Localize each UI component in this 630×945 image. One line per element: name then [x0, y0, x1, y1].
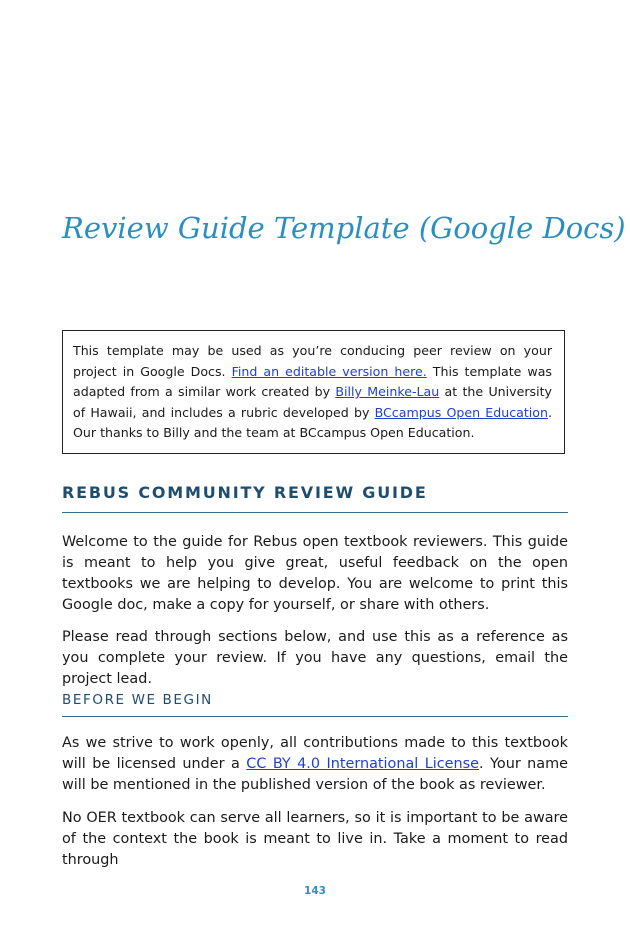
section-heading: REBUS COMMUNITY REVIEW GUIDE [62, 482, 568, 513]
billy-meinke-lau-link[interactable]: Billy Meinke-Lau [335, 384, 440, 399]
cc-by-license-link[interactable]: CC BY 4.0 International License [246, 756, 479, 772]
editable-version-link[interactable]: Find an editable version here. [231, 363, 427, 379]
page-title: Review Guide Template (Google Docs) [62, 211, 626, 245]
instructions-paragraph: Please read through sections below, and use this as a reference as you complete your review. If you have any questions, email the project lead. [62, 629, 568, 687]
template-note-box [62, 330, 565, 454]
subsection-heading: BEFORE WE BEGIN [62, 690, 568, 717]
context-paragraph: No OER textbook can serve all learners, so it is important to be aware of the context the book is meant to live in. Take a moment to read through [62, 810, 568, 868]
page-number: 143 [304, 885, 326, 897]
bccampus-link[interactable]: BCcampus Open Education [374, 404, 548, 420]
welcome-paragraph: Welcome to the guide for Rebus open textbook reviewers. This guide is meant to help you give great, useful feedback on the open textbooks we are helping to develop. You are welcome to print this Google doc, make a copy for yourself, or share with others. [62, 534, 568, 613]
note-text: . Our thanks to Billy and the team at BCcampus Open Education. [73, 404, 552, 440]
note-text: at the University of Hawaii, and includes a rubric developed by [73, 384, 552, 420]
license-paragraph [62, 733, 568, 796]
note-text: This template was adapted from a similar work created by [73, 363, 552, 399]
note-text: This template may be used as you’re conducing peer review on your project in Google Docs. [73, 343, 552, 379]
license-text: As we strive to work openly, all contributions made to this textbook will be licensed under a [62, 735, 568, 772]
license-text: . Your name will be mentioned in the published version of the book as reviewer. [62, 756, 568, 793]
